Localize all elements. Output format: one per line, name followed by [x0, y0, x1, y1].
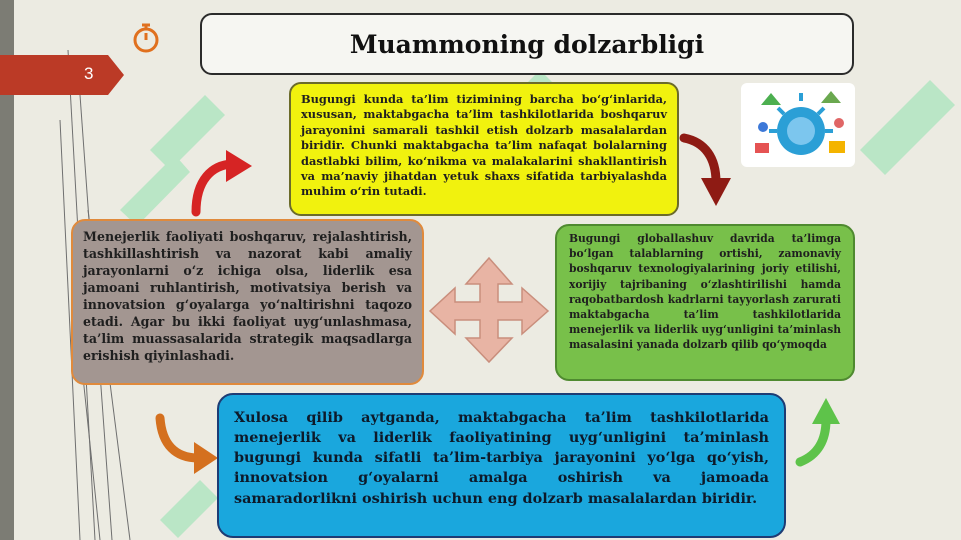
curved-arrow-darkred-icon — [684, 138, 731, 206]
page-number-tab — [0, 55, 124, 95]
title-box — [200, 13, 854, 75]
text-box-top: Bugungi kunda ta’lim tizimining barcha bo‘g‘inlarida, xususan, maktabgacha ta’lim tashkilotlarida boshqaruv jarayonini samarali tashkil etish dolzarb masalalardan biridir. Chunki maktabgacha ta’lim nafaqat bolalarning dastlabki bilim, ko‘nikma va malakalarini shakllantirish va ma’naviy jihatdan yetuk shaxs sifatida tarbiyalashda muhim o‘rin tutadi. — [289, 82, 679, 216]
page-number: 3 — [84, 64, 94, 83]
stopwatch-icon — [135, 25, 157, 51]
text-box-bottom: Xulosa qilib aytganda, maktabgacha ta’lim tashkilotlarida menejerlik va liderlik faoliyatining uyg‘unligini ta’minlash bugungi kunda sifatli ta’lim-tarbiya jarayonini yo‘lga qo‘yish, innovatsion g‘oyalarni amalga oshirish va jamoada samaradorlikni oshirish uchun eng dolzarb masalalardan biridir. — [217, 393, 786, 538]
logo-graphic — [741, 83, 855, 167]
slide-title: Muammoning dolzarbligi — [349, 29, 705, 59]
text-box-left: Menejerlik faoliyati boshqaruv, rejalashtirish, tashkillashtirish va nazorat kabi amaliy jarayonlarni o‘z ichiga olsa, liderlik esa jamoani ruhlantirish, motivatsiya berish va innovatsion g‘oyalarga yo‘naltirishni taqozo etadi. Agar bu ikki faoliyat uyg‘unlashmasa, ta’lim muassasalarida strategik maqsadlarga erishish qiyinlashadi. — [71, 219, 424, 385]
four-way-arrow-icon — [430, 258, 548, 362]
curved-arrow-red-icon — [196, 150, 252, 212]
curved-arrow-orange-icon — [160, 418, 218, 474]
education-logo-icon — [741, 83, 855, 167]
curved-arrow-green-icon — [800, 398, 840, 462]
text-box-right: Bugungi globallashuv davrida ta’limga bo‘lgan talablarning ortishi, zamonaviy boshqaruv texnologiyalarining joriy etilishi, xorijiy tajribaning o‘zlashtirilishi hamda raqobatbardosh kadrlarni tayyorlash zarurati maktabgacha ta’lim tashkilotlarida menejerlik va liderlik uyg‘unligini ta’minlash masalasini yanada dolzarb qilib qo‘ymoqda — [555, 224, 855, 381]
